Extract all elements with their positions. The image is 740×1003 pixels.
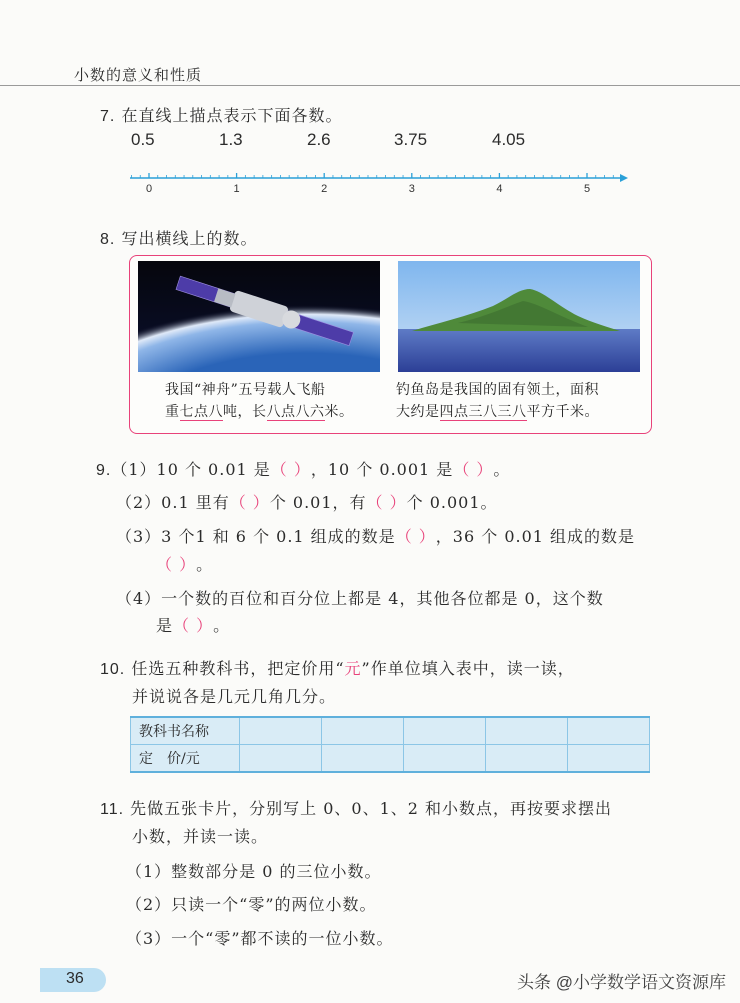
q9-part3	[116, 524, 635, 547]
q9-part1	[96, 457, 510, 480]
answer-blank[interactable]: （ ）	[173, 616, 214, 635]
q9-text: 个 0.01，有	[269, 493, 367, 512]
q11-line1	[100, 796, 612, 819]
page-number-tab	[40, 968, 106, 992]
q9-text: 。	[196, 555, 214, 574]
q9-text: （1）10 个 0.01 是	[111, 460, 271, 479]
table-cell[interactable]	[404, 717, 486, 745]
q9-text: （2）0.1 里有	[116, 493, 230, 512]
watermark: 头条 @小学数学语文资源库	[517, 973, 726, 992]
q9-number: 9.	[96, 462, 112, 479]
table-cell[interactable]	[486, 745, 568, 773]
q8-prompt	[100, 226, 257, 249]
q9-part4	[116, 586, 604, 609]
caption-line: 我国“神舟”五号载人飞船	[165, 382, 326, 398]
header-divider	[0, 85, 740, 86]
tick-label: 4	[496, 183, 503, 195]
table-cell[interactable]	[568, 745, 650, 773]
q7-text: 在直线上描点表示下面各数。	[121, 106, 343, 125]
q10-line2: 并说说各是几元几角几分。	[132, 687, 337, 706]
tick-label: 5	[583, 183, 591, 195]
caption-line: 钓鱼岛是我国的固有领土，面积	[396, 382, 599, 398]
caption-text: 重	[165, 404, 180, 420]
underlined-number: 八点八六	[266, 404, 325, 420]
tick-label: 1	[233, 183, 240, 195]
q7-prompt	[100, 103, 342, 126]
answer-blank[interactable]: （ ）	[395, 527, 436, 546]
caption-text: 米。	[324, 404, 354, 420]
page-number: 36	[66, 970, 84, 987]
table-cell[interactable]	[240, 745, 322, 773]
table-row	[131, 717, 650, 745]
caption-line	[396, 401, 599, 423]
number-line-arrow	[620, 174, 628, 182]
q10-line1	[100, 656, 575, 679]
spacecraft-caption	[165, 379, 354, 423]
number-line	[0, 160, 740, 200]
table-cell[interactable]	[322, 717, 404, 745]
answer-blank[interactable]: （ ）	[270, 460, 311, 479]
underlined-number: 七点八	[179, 404, 223, 420]
q9-text: 。	[213, 616, 231, 635]
caption-text: 吨，长	[223, 404, 267, 420]
price-table	[130, 716, 650, 773]
q9-text: ，36 个 0.01 组成的数是	[435, 527, 636, 546]
answer-blank[interactable]: （ ）	[366, 493, 407, 512]
unit-highlight: 元	[344, 659, 362, 678]
q9-text: 是	[156, 616, 174, 635]
q11-line2: 小数，并读一读。	[132, 827, 269, 846]
q11-part1: （1）整数部分是 0 的三位小数。	[126, 862, 382, 881]
q7-value: 1.3	[219, 130, 243, 149]
q7-value: 3.75	[394, 130, 428, 149]
table-cell[interactable]	[322, 745, 404, 773]
tick-label: 0	[145, 183, 153, 195]
underlined-number: 四点三八三八	[439, 404, 527, 420]
chapter-title: 小数的意义和性质	[74, 66, 203, 84]
q11-number: 11.	[100, 801, 125, 818]
q10-text: 任选五种教科书，把定价用“	[131, 659, 345, 678]
spacecraft-photo	[138, 261, 380, 372]
table-cell[interactable]	[240, 717, 322, 745]
photo-panel-frame	[129, 255, 652, 434]
caption-line	[165, 401, 354, 423]
q7-values	[0, 130, 740, 154]
q11-part2: （2）只读一个“零”的两位小数。	[126, 895, 377, 914]
caption-text: 大约是	[396, 404, 440, 420]
caption-text: 平方千米。	[526, 404, 599, 420]
q8-number: 8.	[100, 231, 116, 248]
q10-text: ”作单位填入表中，读一读，	[361, 659, 575, 678]
q7-value: 2.6	[307, 130, 331, 149]
q9-part4-cont	[156, 613, 230, 636]
q11-text: 先做五张卡片，分别写上 0、0、1、2 和小数点，再按要求摆出	[130, 799, 613, 818]
q9-part3-cont	[156, 552, 213, 575]
island-photo	[398, 261, 640, 372]
island-caption	[396, 379, 599, 423]
row-label: 定 价/元	[131, 745, 240, 773]
table-cell[interactable]	[486, 717, 568, 745]
answer-blank[interactable]: （ ）	[453, 460, 494, 479]
q9-text: 。	[493, 460, 511, 479]
q11-part3: （3）一个“零”都不读的一位小数。	[126, 929, 394, 948]
q9-text: ，10 个 0.001 是	[310, 460, 454, 479]
q8-text: 写出横线上的数。	[121, 229, 258, 248]
q9-text: （4）一个数的百位和百分位上都是 4，其他各位都是 0，这个数	[116, 589, 604, 608]
q9-part2	[116, 490, 498, 513]
tick-label: 3	[408, 183, 415, 195]
table-row	[131, 745, 650, 773]
row-label: 教科书名称	[131, 717, 240, 745]
q9-text: 个 0.001。	[406, 493, 498, 512]
answer-blank[interactable]: （ ）	[229, 493, 270, 512]
q7-number: 7.	[100, 108, 116, 125]
q7-value: 4.05	[492, 130, 526, 149]
table-cell[interactable]	[568, 717, 650, 745]
q10-number: 10.	[100, 661, 126, 678]
tick-label: 2	[321, 183, 328, 195]
answer-blank[interactable]: （ ）	[156, 555, 197, 574]
q7-value: 0.5	[131, 130, 155, 149]
table-cell[interactable]	[404, 745, 486, 773]
q9-text: （3）3 个1 和 6 个 0.1 组成的数是	[116, 527, 396, 546]
